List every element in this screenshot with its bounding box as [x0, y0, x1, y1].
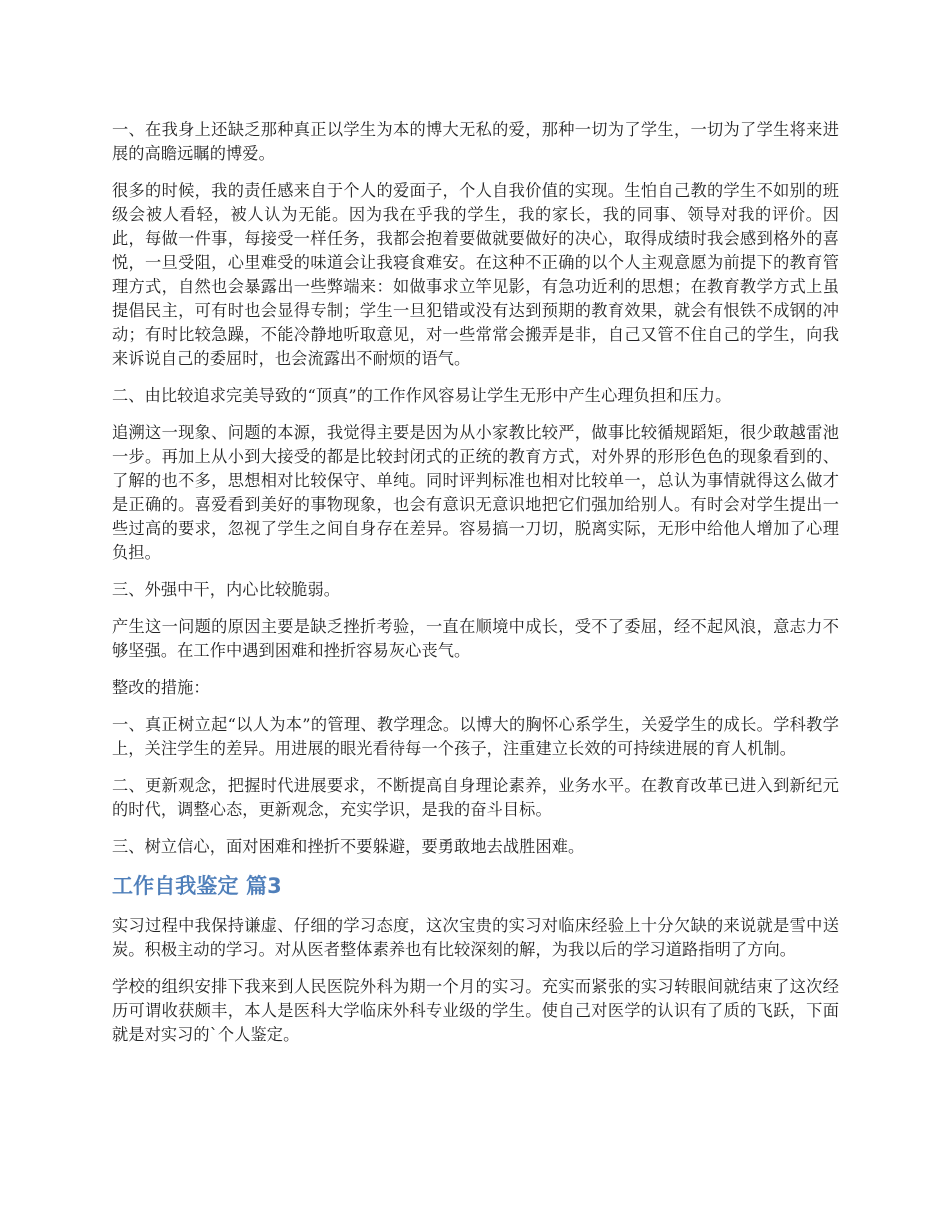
- section-heading: 工作自我鉴定 篇3: [112, 874, 282, 898]
- paragraph: 实习过程中我保持谦虚、仔细的学习态度，这次宝贵的实习对临床经验上十分欠缺的来说就是雪中送炭。积极主动的学习。对从医者整体素养也有比较深刻的解，为我以后的学习道路指明了方向。: [112, 916, 839, 959]
- paragraph: 追溯这一现象、问题的本源，我觉得主要是因为从小家教比较严，做事比较循规蹈矩，很少敢越雷池一步。再加上从小到大接受的都是比较封闭式的正统的教育方式，对外界的形形色色的现象看到的、了解的也不多，思想相对比较保守、单纯。同时评判标准也相对比较单一，总认为事情就得这么做才是正确的。喜爱看到美好的事物现象，也会有意识无意识地把它们强加给别人。有时会对学生提出一些过高的要求，忽视了学生之间自身存在差异。容易搞一刀切，脱离实际，无形中给他人增加了心理负担。: [112, 423, 839, 562]
- paragraph: 二、由比较追求完美导致的“顶真”的工作作风容易让学生无形中产生心理负担和压力。: [112, 386, 732, 405]
- paragraph: 很多的时候，我的责任感来自于个人的爱面子，个人自我价值的实现。生怕自己教的学生不如别的班级会被人看轻，被人认为无能。因为我在乎我的学生，我的家长，我的同事、领导对我的评价。因此，每做一件事，每接受一样任务，我都会抱着要做就要做好的决心，取得成绩时我会感到格外的喜悦，一旦受阻，心里难受的味道会让我寝食难安。在这种不正确的以个人主观意愿为前提下的教育管理方式，自然也会暴露出一些弊端来：如做事求立竿见影，有急功近利的思想；在教育教学方式上虽提倡民主，可有时也会显得专制；学生一旦犯错或没有达到预期的教育效果，就会有恨铁不成钢的冲动；有时比较急躁，不能冷静地听取意见，对一些常常会搬弄是非，自己又管不住自己的学生，向我来诉说自己的委屈时，也会流露出不耐烦的语气。: [112, 181, 839, 368]
- paragraph: 三、树立信心，面对困难和挫折不要躲避，要勇敢地去战胜困难。: [112, 837, 585, 856]
- document-body: [112, 118, 839, 1060]
- paragraph: 产生这一问题的原因主要是缺乏挫折考验，一直在顺境中成长，受不了委屈，经不起风浪，意志力不够坚强。在工作中遇到困难和挫折容易灰心丧气。: [112, 617, 839, 660]
- paragraph: 一、真正树立起“以人为本”的管理、教学理念。以博大的胸怀心系学生，关爱学生的成长。学科教学上，关注学生的差异。用进展的眼光看待每一个孩子，注重建立长效的可持续进展的育人机制。: [112, 715, 839, 758]
- paragraph: 二、更新观念，把握时代进展要求，不断提高自身理论素养，业务水平。在教育改革已进入到新纪元的时代，调整心态，更新观念，充实学识，是我的奋斗目标。: [112, 776, 839, 819]
- paragraph: 三、外强中干，内心比较脆弱。: [112, 580, 341, 599]
- paragraph: 学校的组织安排下我来到人民医院外科为期一个月的实习。充实而紧张的实习转眼间就结束了这次经历可谓收获颇丰，本人是医科大学临床外科专业级的学生。使自己对医学的认识有了质的飞跃，下面就是对实习的`个人鉴定。: [112, 977, 839, 1044]
- paragraph: 整改的措施：: [112, 678, 210, 697]
- paragraph: 一、在我身上还缺乏那种真正以学生为本的博大无私的爱，那种一切为了学生，一切为了学生将来进展的高瞻远瞩的博爱。: [112, 120, 839, 163]
